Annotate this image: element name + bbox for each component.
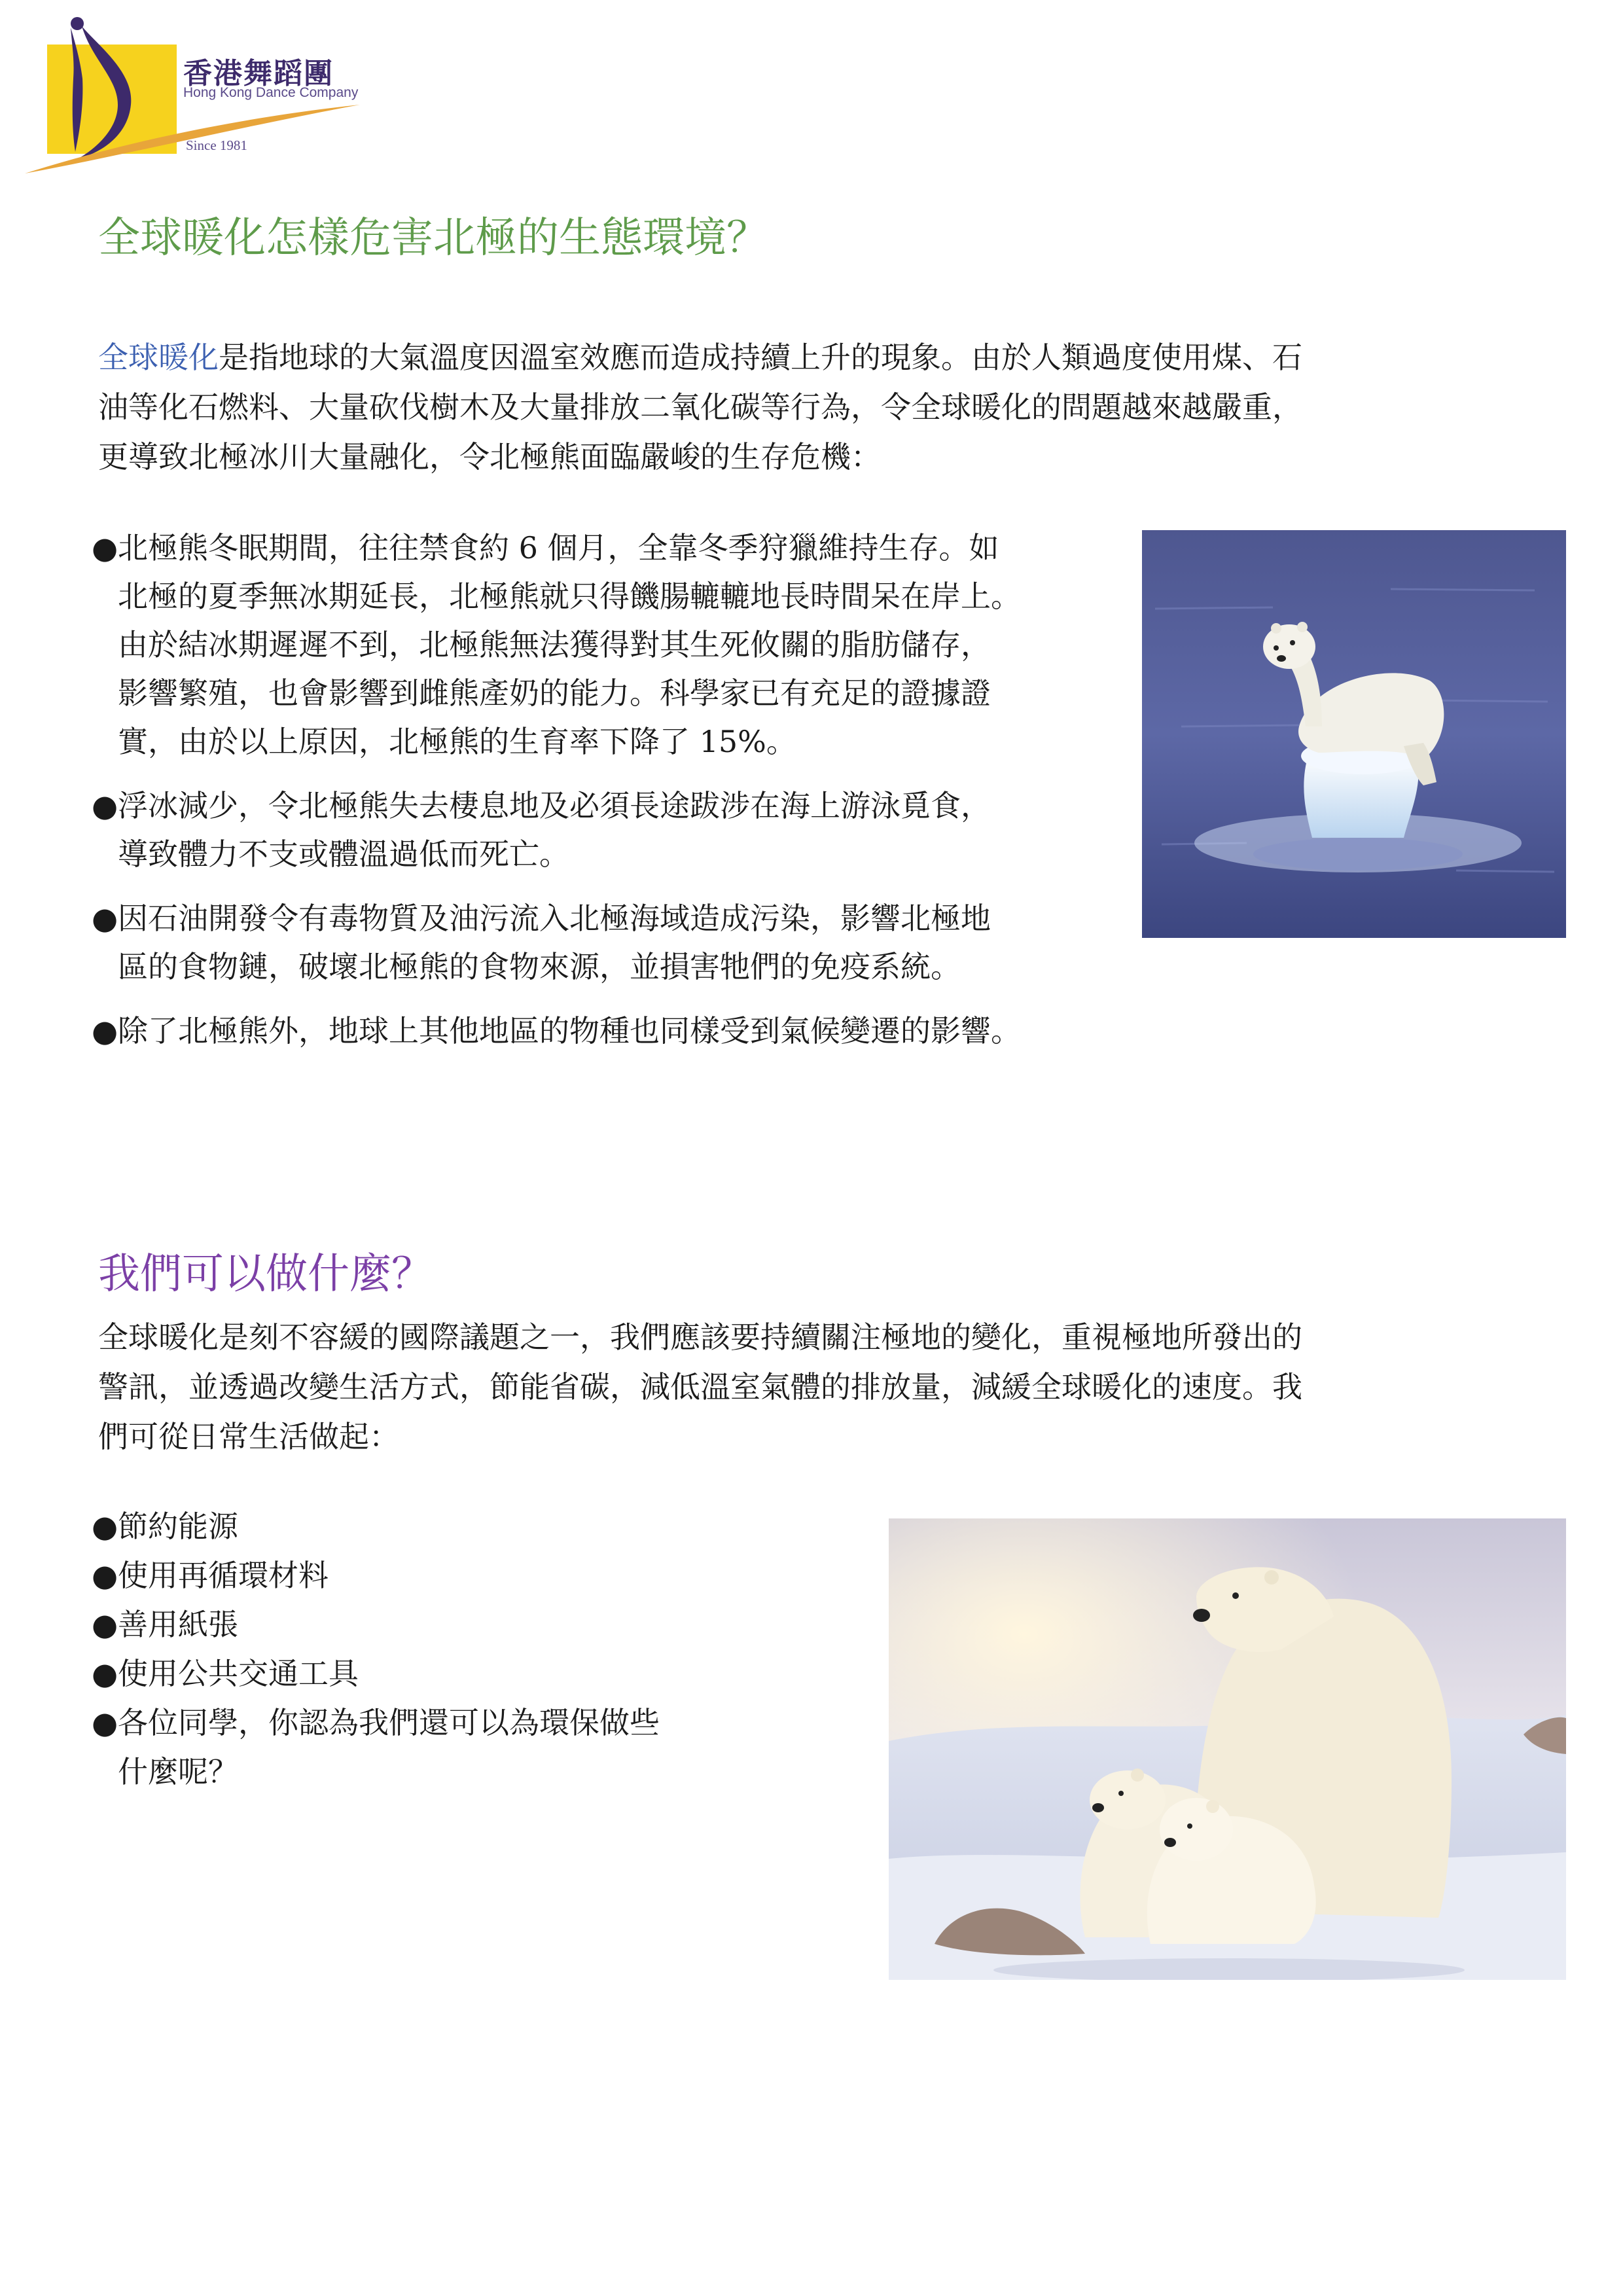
bullet-text: 北極熊冬眠期間，往往禁食約 6 個月，全靠冬季狩獵維持生存。如	[118, 530, 999, 565]
list-item	[92, 894, 1021, 991]
list-item	[92, 1649, 660, 1698]
bullet-icon: ●	[92, 1607, 118, 1642]
list-item	[92, 781, 1021, 878]
section2-title: 我們可以做什麼？	[98, 1250, 433, 1299]
logo-chinese-name: 香港舞蹈團	[183, 57, 334, 90]
bullet-text: 節約能源	[118, 1509, 238, 1544]
bullet-text: 實，由於以上原因，北極熊的生育率下降了 15%。	[118, 724, 796, 759]
intro-line-2: 油等化石燃料、大量砍伐樹木及大量排放二氧化碳等行為，令全球暖化的問題越來越嚴重，	[98, 389, 1302, 425]
bullet-text: 區的食物鏈，破壞北極熊的食物來源，並損害牠們的免疫系統。	[118, 949, 961, 984]
intro-line-1-rest: 是指地球的大氣溫度因溫室效應而造成持續上升的現象。由於人類過度使用煤、石	[219, 340, 1302, 375]
logo-english-name: Hong Kong Dance Company	[183, 85, 359, 100]
intro-line-1	[98, 332, 1531, 382]
intro-line-3: 們可從日常生活做起：	[98, 1419, 399, 1454]
polar-bear-family-image	[889, 1518, 1566, 1980]
section1-bullet-list	[92, 524, 1021, 1071]
bullet-icon: ●	[92, 1013, 118, 1049]
bullet-text: 什麼呢？	[118, 1754, 238, 1789]
company-logo	[20, 7, 386, 177]
logo-since-text: Since 1981	[186, 137, 247, 153]
list-item	[92, 1007, 1021, 1055]
section1-title: 全球暖化怎樣危害北極的生態環境？	[98, 214, 768, 262]
bullet-icon: ●	[92, 788, 118, 823]
bullet-icon: ●	[92, 530, 118, 565]
list-item	[92, 524, 1021, 766]
bullet-text: 善用紙張	[118, 1607, 238, 1642]
bullet-text: 由於結冰期遲遲不到，北極熊無法獲得對其生死攸關的脂肪儲存，	[118, 627, 991, 662]
bullet-icon: ●	[92, 1558, 118, 1593]
bullet-text: 導致體力不支或體溫過低而死亡。	[118, 836, 569, 872]
section2-bullet-list	[92, 1502, 660, 1797]
list-item	[92, 1551, 660, 1600]
bullet-text: 各位同學，你認為我們還可以為環保做些	[118, 1705, 660, 1740]
list-item	[92, 1502, 660, 1551]
global-warming-highlight: 全球暖化	[98, 340, 219, 375]
bullet-text: 使用再循環材料	[118, 1558, 329, 1593]
bullet-icon: ●	[92, 1656, 118, 1691]
section2-intro	[98, 1312, 1531, 1462]
list-item	[92, 1600, 660, 1649]
list-item	[92, 1698, 660, 1797]
bullet-text: 北極的夏季無冰期延長，北極熊就只得饑腸轆轆地長時間呆在岸上。	[118, 579, 1021, 614]
bullet-icon: ●	[92, 1705, 118, 1740]
section1-intro	[98, 332, 1531, 482]
intro-line-1: 全球暖化是刻不容緩的國際議題之一，我們應該要持續關注極地的變化，重視極地所發出的	[98, 1319, 1302, 1355]
bullet-icon: ●	[92, 901, 118, 936]
bullet-text: 影響繁殖，也會影響到雌熊產奶的能力。科學家已有充足的證據證	[118, 675, 991, 711]
bullet-text: 除了北極熊外，地球上其他地區的物種也同樣受到氣候變遷的影響。	[118, 1013, 1021, 1049]
bullet-text: 使用公共交通工具	[118, 1656, 359, 1691]
bullet-icon: ●	[92, 1509, 118, 1544]
polar-bear-on-ice-image	[1142, 530, 1566, 938]
bullet-text: 浮冰減少，令北極熊失去棲息地及必須長途跋涉在海上游泳覓食，	[118, 788, 991, 823]
intro-line-2: 警訊，並透過改變生活方式，節能省碳，減低溫室氣體的排放量，減緩全球暖化的速度。我	[98, 1369, 1302, 1405]
intro-line-3: 更導致北極冰川大量融化，令北極熊面臨嚴峻的生存危機：	[98, 439, 881, 475]
bullet-text: 因石油開發令有毒物質及油污流入北極海域造成污染，影響北極地	[118, 901, 991, 936]
